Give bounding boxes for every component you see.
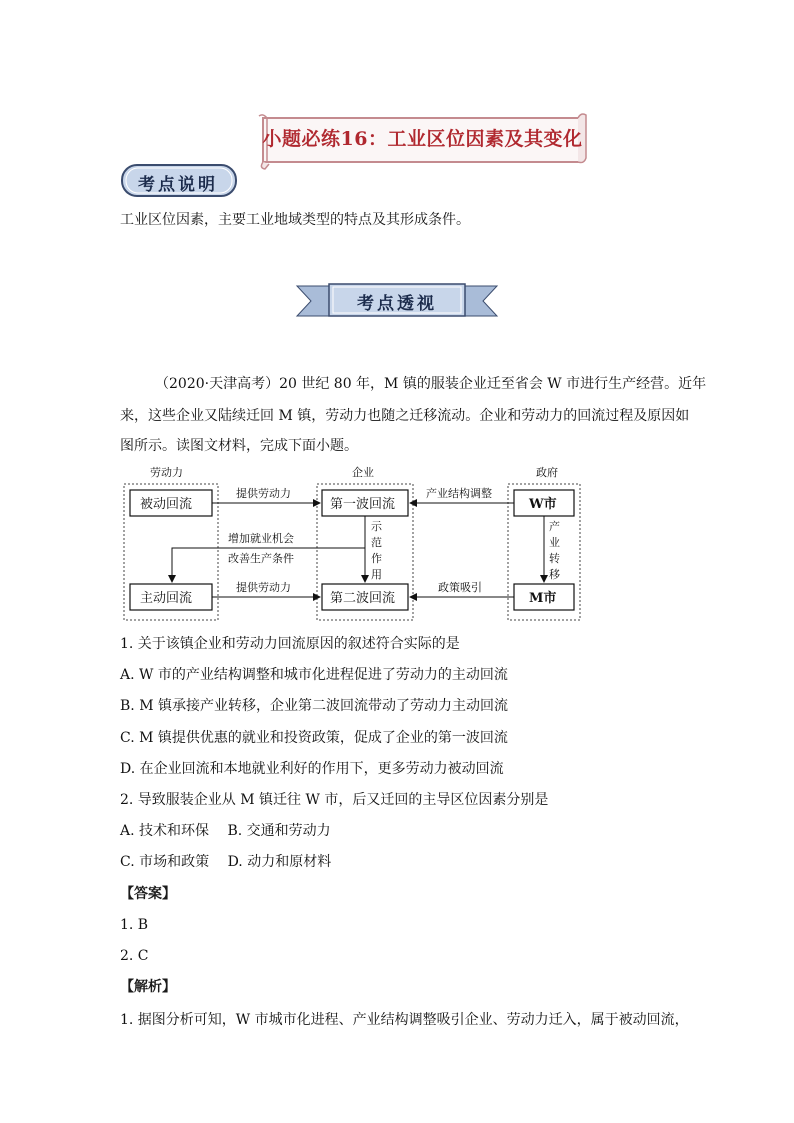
- title-banner: [255, 112, 590, 172]
- transfer-char-3: 转: [549, 552, 560, 565]
- demo-char-1: 示: [371, 520, 382, 533]
- question-2-options-ab: A. 技术和环保 B. 交通和劳动力: [120, 823, 331, 839]
- question-2: 2. 导致服装企业从 M 镇迁往 W 市，后又迁回的主导区位因素分别是: [120, 792, 549, 808]
- question-1: 1. 关于该镇企业和劳动力回流原因的叙述符合实际的是: [120, 636, 460, 652]
- box-m-label: M市: [529, 591, 557, 606]
- arrow-label-policy: 政策吸引: [438, 581, 482, 594]
- question-1-option-d: D. 在企业回流和本地就业利好的作用下，更多劳动力被动回流: [120, 761, 504, 777]
- arrow-label-labor-top: 提供劳动力: [236, 487, 291, 500]
- box-active-label: 主动回流: [140, 591, 193, 606]
- arrow-label-labor-bottom: 提供劳动力: [236, 581, 291, 594]
- transfer-char-1: 产: [549, 520, 560, 533]
- answer-tag: 【答案】: [120, 886, 176, 902]
- question-1-option-a: A. W 市的产业结构调整和城市化进程促进了劳动力的主动回流: [120, 667, 508, 683]
- flow-diagram: [122, 464, 582, 624]
- badge-label: 考点说明: [138, 175, 218, 195]
- passage-line-2: 来，这些企业又陆续迁回 M 镇，劳动力也随之迁移流动。企业和劳动力的回流过程及原因如: [120, 408, 690, 424]
- question-1-option-c: C. M 镇提供优惠的就业和投资政策，促成了企业的第一波回流: [120, 730, 508, 746]
- demo-char-3: 作: [371, 552, 382, 565]
- page-title: 小题必练16：工业区位因素及其变化: [262, 128, 583, 150]
- section-ribbon: [295, 282, 499, 320]
- column-header-government: 政府: [536, 466, 558, 479]
- column-header-labor: 劳动力: [150, 466, 183, 479]
- question-2-options-cd: C. 市场和政策 D. 动力和原材料: [120, 854, 332, 870]
- box-first-label: 第一波回流: [330, 497, 396, 512]
- box-passive-label: 被动回流: [140, 497, 193, 512]
- passage-line-3: 图所示。读图文材料，完成下面小题。: [120, 438, 358, 454]
- note-jobs: 增加就业机会: [228, 532, 294, 545]
- answer-1: 1. B: [120, 917, 149, 933]
- transfer-char-2: 业: [549, 536, 560, 549]
- section-badge: [120, 163, 240, 199]
- analysis-tag: 【解析】: [120, 979, 176, 995]
- ribbon-label: 考点透视: [357, 294, 437, 314]
- answer-2: 2. C: [120, 948, 149, 964]
- column-header-enterprise: 企业: [352, 466, 374, 479]
- question-1-option-b: B. M 镇承接产业转移，企业第二波回流带动了劳动力主动回流: [120, 698, 508, 714]
- demo-char-2: 范: [371, 536, 382, 549]
- arrow-label-industry: 产业结构调整: [426, 487, 492, 500]
- box-second-label: 第二波回流: [330, 591, 396, 606]
- note-conditions: 改善生产条件: [228, 552, 294, 565]
- transfer-char-4: 移: [549, 568, 560, 581]
- passage-line-1: （2020·天津高考）20 世纪 80 年，M 镇的服装企业迁至省会 W 市进行生产经营。近年: [155, 376, 707, 392]
- section-description: 工业区位因素，主要工业地域类型的特点及其形成条件。: [120, 212, 470, 228]
- analysis-text: 1. 据图分析可知，W 市城市化进程、产业结构调整吸引企业、劳动力迁入，属于被动回流，: [120, 1012, 689, 1028]
- flow-diagram-svg: [122, 464, 582, 624]
- box-w-label: W市: [529, 497, 557, 512]
- demo-char-4: 用: [371, 568, 382, 581]
